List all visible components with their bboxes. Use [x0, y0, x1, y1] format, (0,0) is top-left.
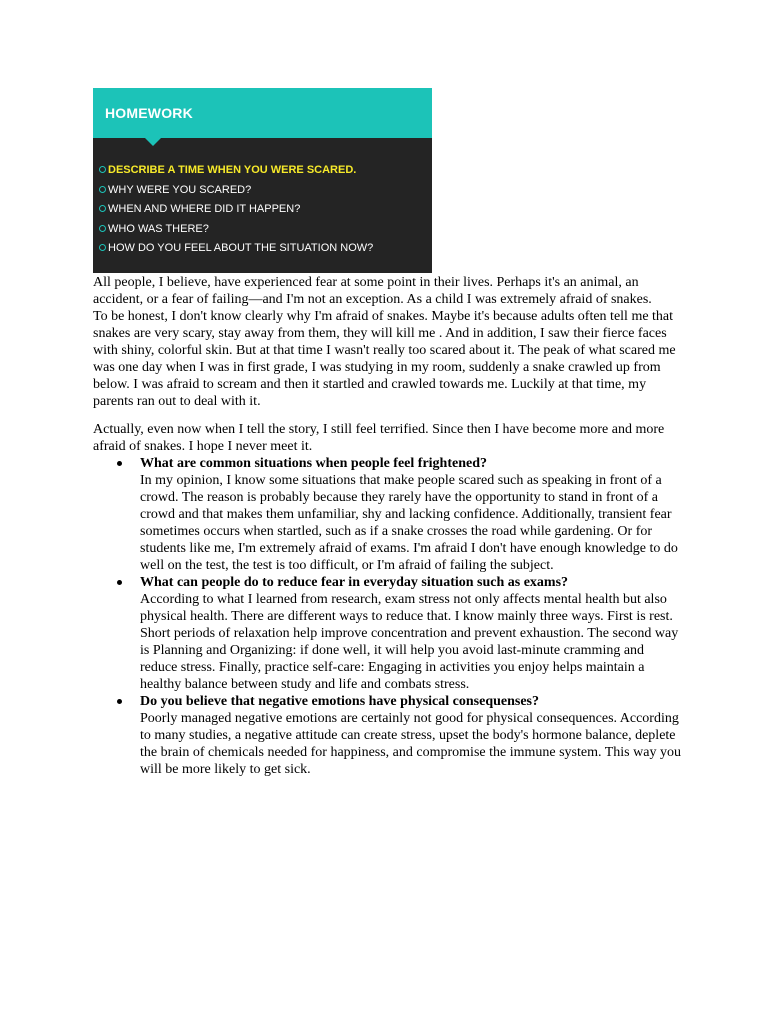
slide-item: WHY WERE YOU SCARED? — [99, 184, 373, 204]
circle-bullet-icon — [99, 225, 106, 232]
question-text: What can people do to reduce fear in everyday situation such as exams? — [140, 575, 569, 590]
answer-text: According to what I learned from research, exam stress not only affects mental health but also physical health. There are different ways to reduce that. I know mainly three ways. First is rest. Short periods of relaxation help improve concentration and prevent exhaustion. The second way is Planning and Organizing: if done well, it will help you avoid last-minute cramming and reduce stress. Finally, practice self-care: Engaging in activities you enjoy helps maintain a healthy balance between study and life and combats stress. — [140, 592, 679, 692]
list-item — [93, 574, 683, 693]
question-text: What are common situations when people feel frightened? — [140, 456, 487, 471]
answer-text: In my opinion, I know some situations that make people scared such as speaking in front of a crowd. The reason is probably because they rarely have the opportunity to stand in front of a crowd and that makes them unfamiliar, shy and lacking confidence. Additionally, transient fear sometimes occurs when startled, such as if a snake crosses the road while gardening. Or for students like me, I'm extremely afraid of exams. I'm afraid I don't have enough knowledge to do well on the test, the test is too difficult, or I'm afraid of failing the subject. — [140, 473, 678, 573]
list-item — [93, 693, 683, 778]
bullet-dot-icon — [117, 699, 122, 704]
circle-bullet-icon — [99, 205, 106, 212]
question-list — [93, 455, 683, 778]
bullet-dot-icon — [117, 461, 122, 466]
circle-bullet-icon — [99, 244, 106, 251]
circle-bullet-icon — [99, 186, 106, 193]
circle-bullet-icon — [99, 166, 106, 173]
essay-body — [93, 274, 683, 778]
slide-title: HOMEWORK — [105, 105, 193, 121]
slide-header — [93, 88, 432, 138]
bullet-dot-icon — [117, 580, 122, 585]
slide-item: WHEN AND WHERE DID IT HAPPEN? — [99, 203, 373, 223]
slide-item: HOW DO YOU FEEL ABOUT THE SITUATION NOW? — [99, 242, 373, 262]
slide-item: DESCRIBE A TIME WHEN YOU WERE SCARED. — [99, 164, 373, 184]
paragraph-reason: To be honest, I don't know clearly why I'm afraid of snakes. Maybe it's because adults often tell me that snakes are very scary, stay away from them, they will kill me . And in addition, I saw their fierce faces with shiny, colorful skin. But at that time I wasn't really too scared about it. The peak of what scared me was one day when I was in first grade, I was studying in my room, suddenly a snake crawled up from below. I was afraid to scream and then it startled and crawled towards me. Luckily at that time, my parents ran out to deal with it. — [93, 309, 676, 409]
header-pointer-icon — [145, 138, 161, 146]
list-item — [93, 455, 683, 574]
paragraph-intro: All people, I believe, have experienced fear at some point in their lives. Perhaps it's an animal, an accident, or a fear of failing—and I'm not an exception. As a child I was extremely afraid of snakes. — [93, 275, 652, 307]
homework-slide-image — [93, 88, 432, 273]
slide-item: WHO WAS THERE? — [99, 223, 373, 243]
paragraph-now: Actually, even now when I tell the story, I still feel terrified. Since then I have become more and more afraid of snakes. I hope I never meet it. — [93, 422, 665, 454]
question-text: Do you believe that negative emotions have physical consequenses? — [140, 694, 539, 709]
slide-question-list — [99, 164, 373, 262]
answer-text: Poorly managed negative emotions are certainly not good for physical consequences. According to many studies, a negative attitude can create stress, upset the body's hormone balance, deplete the brain of chemicals needed for happiness, and compromise the immune system. This way you will be more likely to get sick. — [140, 711, 681, 777]
